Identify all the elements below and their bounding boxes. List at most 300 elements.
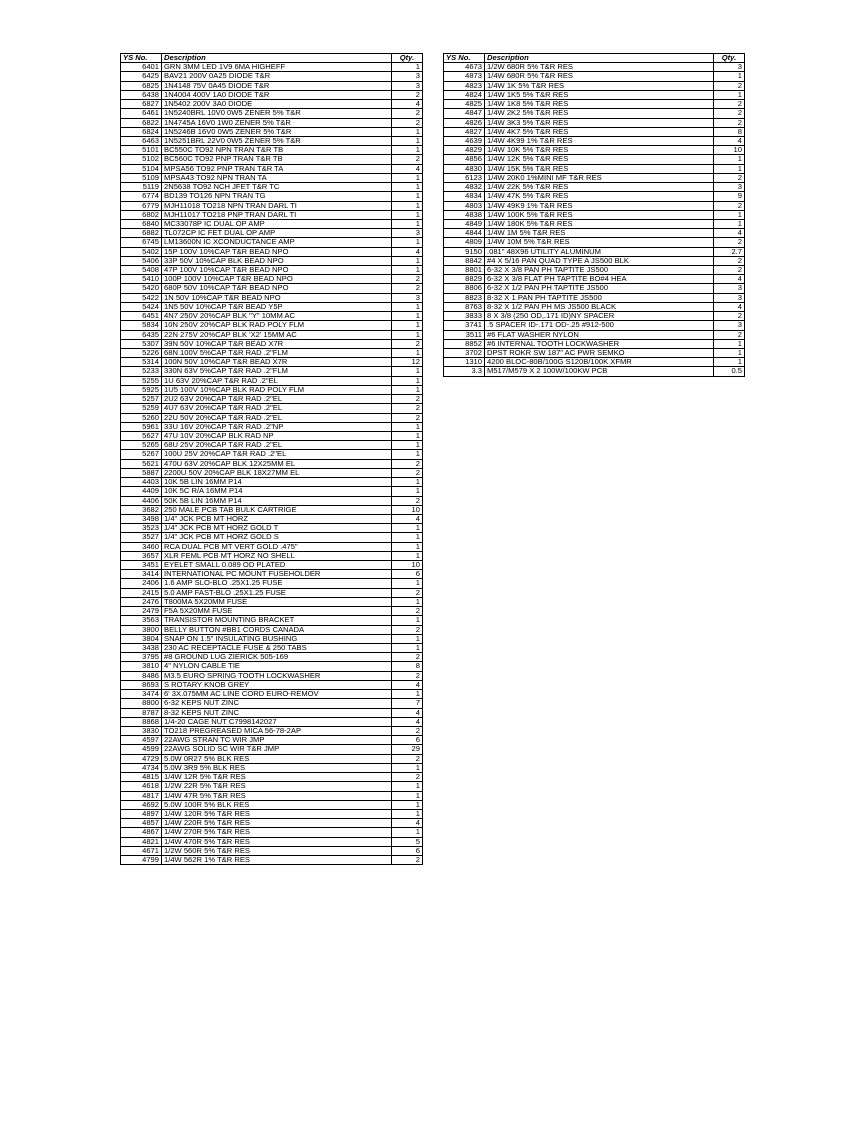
ys-no-cell: 3474 <box>121 690 162 699</box>
description-cell: 8-32 X 1 PAN PH TAPTITE JS500 <box>485 293 714 302</box>
qty-cell: 2 <box>392 588 423 597</box>
description-cell: 6-32 X 3/8 PAN PH TAPTITE JS500 <box>485 266 714 275</box>
description-cell: 1/2W 560R 5% T&R RES <box>162 846 392 855</box>
table-row <box>121 238 423 247</box>
qty-cell: 4 <box>714 136 745 145</box>
table-row <box>444 358 745 367</box>
ys-no-cell: 8823 <box>444 293 485 302</box>
ys-no-cell: 6123 <box>444 173 485 182</box>
qty-cell: 2 <box>714 100 745 109</box>
ys-no-cell: 5102 <box>121 155 162 164</box>
description-cell: 10N 250V 20%CAP BLK RAD POLY FLM <box>162 321 392 330</box>
description-cell: 1/4W 10K 5% T&R RES <box>485 146 714 155</box>
ys-no-cell: 3.3 <box>444 367 485 376</box>
ys-no-cell: 4692 <box>121 800 162 809</box>
table-row <box>121 81 423 90</box>
table-row <box>121 146 423 155</box>
ys-no-cell: 4824 <box>444 90 485 99</box>
description-cell: 1N4148 75V 0A45 DIODE T&R <box>162 81 392 90</box>
table-row <box>121 505 423 514</box>
description-cell: 47U 10V 20%CAP BLK RAD NP <box>162 431 392 440</box>
qty-cell: 1 <box>714 155 745 164</box>
ys-no-cell: 5925 <box>121 385 162 394</box>
table-row <box>444 109 745 118</box>
table-row <box>121 293 423 302</box>
qty-cell: 2 <box>392 413 423 422</box>
description-cell: 6-32 X 3/8 FLAT PH TAPTITE BO#4 HEA <box>485 275 714 284</box>
ys-no-cell: 2476 <box>121 597 162 606</box>
qty-cell: 12 <box>392 358 423 367</box>
qty-cell: 4 <box>392 708 423 717</box>
table-row <box>121 468 423 477</box>
description-cell: 1/4W 680R 5% T&R RES <box>485 72 714 81</box>
description-cell: 2U2 63V 20%CAP T&R RAD .2"EL <box>162 395 392 404</box>
description-cell: #8 GROUND LUG ZIERICK 505-169 <box>162 653 392 662</box>
qty-cell: 2 <box>392 754 423 763</box>
qty-cell: 1 <box>392 376 423 385</box>
ys-no-cell: 6779 <box>121 201 162 210</box>
description-cell: 6' 3X.075MM AC LINE CORD EURO-REMOV <box>162 690 392 699</box>
description-cell: EYELET SMALL 0.089 OD PLATED <box>162 561 392 570</box>
table-row <box>121 726 423 735</box>
ys-no-cell: 6425 <box>121 72 162 81</box>
description-cell: BELLY BUTTON #BB1 CORDS CANADA <box>162 625 392 634</box>
ys-no-cell: 4849 <box>444 219 485 228</box>
ys-no-cell: 3795 <box>121 653 162 662</box>
qty-cell: 1 <box>392 551 423 560</box>
qty-cell: 1 <box>392 127 423 136</box>
qty-cell: 1 <box>392 431 423 440</box>
qty-cell: 3 <box>714 183 745 192</box>
table-row <box>121 219 423 228</box>
table-row <box>121 404 423 413</box>
qty-cell: 1 <box>392 266 423 275</box>
qty-cell: 1 <box>392 450 423 459</box>
qty-cell: 10 <box>392 505 423 514</box>
ys-no-cell: 5406 <box>121 256 162 265</box>
description-cell: LM13600N IC XCONDUCTANCE AMP <box>162 238 392 247</box>
ys-no-cell: 6438 <box>121 90 162 99</box>
description-cell: 470U 63V 20%CAP BLK 12X25MM EL <box>162 459 392 468</box>
ys-no-cell: 3563 <box>121 616 162 625</box>
table-row <box>444 146 745 155</box>
description-cell: 22N 275V 20%CAP BLK 'X2' 15MM AC <box>162 330 392 339</box>
ys-no-cell: 8787 <box>121 708 162 717</box>
table-row <box>444 127 745 136</box>
ys-no-cell: 4673 <box>444 63 485 72</box>
description-cell: BC550C TO92 NPN TRAN T&R TB <box>162 146 392 155</box>
description-cell: 6-32 X 1/2 PAN PH TAPTITE JS500 <box>485 284 714 293</box>
ys-no-cell: 5260 <box>121 413 162 422</box>
qty-cell: 2 <box>714 312 745 321</box>
qty-cell: 1 <box>392 616 423 625</box>
ys-no-cell: 4734 <box>121 763 162 772</box>
table-row <box>121 100 423 109</box>
description-cell: 1N5246B 16V0 0W5 ZENER 5% T&R <box>162 127 392 136</box>
description-cell: 50K 5B LIN 16MM P14 <box>162 496 392 505</box>
qty-cell: 2 <box>392 773 423 782</box>
ys-no-cell: 4844 <box>444 229 485 238</box>
table-row <box>121 275 423 284</box>
description-cell: MPSA43 TO92 NPN TRAN TA <box>162 173 392 182</box>
description-cell: 1/4W 20K0 1%MINI MF T&R RES <box>485 173 714 182</box>
parts-list-body <box>444 63 745 376</box>
table-row <box>121 579 423 588</box>
qty-cell: 1 <box>392 782 423 791</box>
description-cell: 10K 5C R/A 16MM P14 <box>162 487 392 496</box>
description-cell: RCA DUAL PCB MT VERT GOLD .475" <box>162 542 392 551</box>
table-row <box>121 644 423 653</box>
qty-header: Qty. <box>392 54 423 63</box>
qty-cell: 2.7 <box>714 247 745 256</box>
ys-no-cell: 4856 <box>444 155 485 164</box>
description-header: Description <box>485 54 714 63</box>
qty-cell: 7 <box>392 699 423 708</box>
table-row <box>121 136 423 145</box>
table-row <box>121 247 423 256</box>
qty-cell: 1 <box>392 385 423 394</box>
ys-no-cell: 2415 <box>121 588 162 597</box>
description-cell: 1/4W 100K 5% T&R RES <box>485 210 714 219</box>
description-cell: .5 SPACER ID-.171 OD-.25 #912-500 <box>485 321 714 330</box>
table-row <box>121 349 423 358</box>
ys-no-cell: 5101 <box>121 146 162 155</box>
table-row <box>121 625 423 634</box>
description-cell: 1/4W 22K 5% T&R RES <box>485 183 714 192</box>
ys-no-cell: 3438 <box>121 644 162 653</box>
description-cell: 1/2W 680R 5% T&R RES <box>485 63 714 72</box>
qty-cell: 2 <box>392 404 423 413</box>
ys-no-cell: 5627 <box>121 431 162 440</box>
table-row <box>444 238 745 247</box>
ys-no-header: YS No. <box>444 54 485 63</box>
ys-no-cell: 3511 <box>444 330 485 339</box>
table-row <box>121 192 423 201</box>
table-row <box>121 109 423 118</box>
description-cell: T800MA 5X20MM FUSE <box>162 597 392 606</box>
qty-cell: 2 <box>392 339 423 348</box>
qty-cell: 1 <box>392 256 423 265</box>
table-row <box>444 229 745 238</box>
ys-no-cell: 3804 <box>121 634 162 643</box>
ys-no-cell: 5408 <box>121 266 162 275</box>
qty-cell: 3 <box>392 293 423 302</box>
table-row <box>121 597 423 606</box>
table-row <box>121 339 423 348</box>
ys-no-cell: 6451 <box>121 312 162 321</box>
table-row <box>121 745 423 754</box>
qty-cell: 1 <box>392 367 423 376</box>
ys-no-cell: 6882 <box>121 229 162 238</box>
qty-cell: 5 <box>392 837 423 846</box>
table-row <box>444 90 745 99</box>
ys-no-cell: 3460 <box>121 542 162 551</box>
table-row <box>444 63 745 72</box>
table-row <box>444 136 745 145</box>
description-cell: 47P 100V 10%CAP T&R BEAD NPO <box>162 266 392 275</box>
table-row <box>444 192 745 201</box>
ys-no-cell: 8693 <box>121 680 162 689</box>
table-row <box>121 450 423 459</box>
description-cell: M517/M579 X 2 100W/100KW PCB <box>485 367 714 376</box>
ys-no-cell: 5961 <box>121 422 162 431</box>
description-cell: GRN 3MM LED 1V9 6MA HIGHEFF <box>162 63 392 72</box>
table-row <box>121 828 423 837</box>
ys-no-cell: 2479 <box>121 607 162 616</box>
description-cell: 33U 16V 20%CAP T&R RAD .2"NP <box>162 422 392 431</box>
description-cell: 68N 100V 5%CAP T&R RAD .2"FLM <box>162 349 392 358</box>
description-cell: 22U 50V 20%CAP T&R RAD .2"EL <box>162 413 392 422</box>
description-cell: 1/4W 4K7 5% T&R RES <box>485 127 714 136</box>
table-row <box>121 330 423 339</box>
description-cell: 1/4W 1K5 5% T&R RES <box>485 90 714 99</box>
ys-no-cell: 8829 <box>444 275 485 284</box>
description-cell: 22AWG SOLID SC WIR T&R JMP <box>162 745 392 754</box>
table-row <box>444 330 745 339</box>
qty-cell: 1 <box>392 542 423 551</box>
table-row <box>121 754 423 763</box>
table-row <box>121 164 423 173</box>
table-row <box>121 763 423 772</box>
description-cell: 5.0W 0R27 5% BLK RES <box>162 754 392 763</box>
ys-no-cell: 6825 <box>121 81 162 90</box>
table-row <box>121 284 423 293</box>
description-cell: 1N4004 400V 1A0 DIODE T&R <box>162 90 392 99</box>
qty-cell: 4 <box>392 680 423 689</box>
table-row <box>121 183 423 192</box>
description-cell: 1N5240BRL 10V0 0W5 ZENER 5% T&R <box>162 109 392 118</box>
ys-no-cell: 4821 <box>121 837 162 846</box>
ys-no-cell: 5265 <box>121 441 162 450</box>
ys-no-cell: 4803 <box>444 201 485 210</box>
ys-no-cell: 4867 <box>121 828 162 837</box>
qty-cell: 6 <box>392 570 423 579</box>
description-cell: 1/4W 120R 5% T&R RES <box>162 809 392 818</box>
ys-no-cell: 4857 <box>121 819 162 828</box>
qty-cell: 1 <box>392 63 423 72</box>
qty-cell: 2 <box>714 109 745 118</box>
table-row <box>444 164 745 173</box>
ys-no-cell: 6774 <box>121 192 162 201</box>
ys-no-cell: 5307 <box>121 339 162 348</box>
qty-cell: 1 <box>392 201 423 210</box>
qty-cell: 1 <box>392 219 423 228</box>
ys-no-cell: 8806 <box>444 284 485 293</box>
ys-no-cell: 2406 <box>121 579 162 588</box>
ys-no-cell: 3810 <box>121 662 162 671</box>
description-cell: 22AWG STRAN TC WIR JMP <box>162 736 392 745</box>
ys-no-cell: 3682 <box>121 505 162 514</box>
table-row <box>121 358 423 367</box>
qty-cell: 2 <box>714 173 745 182</box>
table-row <box>121 441 423 450</box>
qty-cell: 1 <box>392 478 423 487</box>
table-row <box>121 791 423 800</box>
table-row <box>121 708 423 717</box>
table-row <box>444 275 745 284</box>
table-row <box>444 72 745 81</box>
ys-no-cell: 3702 <box>444 349 485 358</box>
table-row <box>121 63 423 72</box>
ys-no-cell: 3657 <box>121 551 162 560</box>
qty-cell: 3 <box>714 293 745 302</box>
description-cell: 1N5251BRL 22V0 0W5 ZENER 5% T&R <box>162 136 392 145</box>
description-cell: F5A 5X20MM FUSE <box>162 607 392 616</box>
qty-cell: 1 <box>392 579 423 588</box>
ys-no-cell: 4826 <box>444 118 485 127</box>
ys-no-cell: 3523 <box>121 524 162 533</box>
qty-cell: 3 <box>392 72 423 81</box>
qty-cell: 1 <box>714 90 745 99</box>
ys-no-cell: 4403 <box>121 478 162 487</box>
qty-cell: 1 <box>392 828 423 837</box>
qty-cell: 2 <box>714 330 745 339</box>
qty-cell: 2 <box>392 284 423 293</box>
qty-cell: 4 <box>392 717 423 726</box>
description-cell: 1/4W 3K3 5% T&R RES <box>485 118 714 127</box>
qty-cell: 1 <box>392 330 423 339</box>
table-header-row <box>121 54 423 63</box>
description-cell: 8-32 KEPS NUT ZINC <box>162 708 392 717</box>
qty-cell: 8 <box>714 127 745 136</box>
description-cell: 10K 5B LIN 16MM P14 <box>162 478 392 487</box>
table-row <box>121 616 423 625</box>
ys-no-cell: 4597 <box>121 736 162 745</box>
qty-cell: 4 <box>714 229 745 238</box>
description-cell: BD139 TO126 NPN TRAN TG <box>162 192 392 201</box>
table-row <box>121 459 423 468</box>
ys-no-cell: 8868 <box>121 717 162 726</box>
table-row <box>121 155 423 164</box>
ys-no-cell: 5621 <box>121 459 162 468</box>
table-row <box>444 219 745 228</box>
description-cell: 5.0W 100R 5% BLK RES <box>162 800 392 809</box>
table-row <box>121 662 423 671</box>
ys-no-cell: 3800 <box>121 625 162 634</box>
description-cell: 1/4W 2K2 5% T&R RES <box>485 109 714 118</box>
table-row <box>121 72 423 81</box>
qty-cell: 2 <box>392 653 423 662</box>
ys-no-cell: 6827 <box>121 100 162 109</box>
table-row <box>121 266 423 275</box>
description-cell: 330N 63V 5%CAP T&R RAD .2"FLM <box>162 367 392 376</box>
ys-no-cell: 4823 <box>444 81 485 90</box>
ys-no-cell: 5834 <box>121 321 162 330</box>
qty-cell: 1 <box>392 487 423 496</box>
description-cell: 680P 50V 10%CAP T&R BEAD NPO <box>162 284 392 293</box>
table-row <box>121 127 423 136</box>
qty-cell: 1 <box>714 72 745 81</box>
ys-no-cell: 5420 <box>121 284 162 293</box>
description-cell: 1/4W 10M 5% T&R RES <box>485 238 714 247</box>
qty-cell: 3 <box>714 63 745 72</box>
description-cell: DPST ROKR SW 187" AC PWR SEMKO <box>485 349 714 358</box>
description-cell: #6 INTERNAL TOOTH LOCKWASHER <box>485 339 714 348</box>
qty-cell: 1 <box>392 634 423 643</box>
ys-no-cell: 6802 <box>121 210 162 219</box>
qty-cell: 1 <box>392 422 423 431</box>
ys-no-cell: 5314 <box>121 358 162 367</box>
qty-cell: 1 <box>714 349 745 358</box>
description-cell: 4N7 250V 20%CAP BLK "Y" 10MM AC <box>162 312 392 321</box>
ys-no-cell: 5104 <box>121 164 162 173</box>
qty-cell: 2 <box>714 201 745 210</box>
ys-no-cell: 5887 <box>121 468 162 477</box>
ys-no-cell: 3527 <box>121 533 162 542</box>
table-row <box>121 837 423 846</box>
ys-no-cell: 5255 <box>121 376 162 385</box>
parts-list-left <box>120 53 423 865</box>
description-cell: 1N4745A 16V0 1W0 ZENER 5% T&R <box>162 118 392 127</box>
ys-no-cell: 3830 <box>121 726 162 735</box>
table-row <box>121 782 423 791</box>
ys-no-cell: 4639 <box>444 136 485 145</box>
table-row <box>121 588 423 597</box>
table-row <box>121 312 423 321</box>
qty-cell: 1 <box>392 173 423 182</box>
description-cell: 1/4" JCK PCB MT HORZ GOLD S <box>162 533 392 542</box>
ys-no-cell: 3741 <box>444 321 485 330</box>
description-cell: 2200U 50V 20%CAP BLK 18X27MM EL <box>162 468 392 477</box>
ys-no-cell: 6822 <box>121 118 162 127</box>
table-row <box>444 201 745 210</box>
ys-no-cell: 4817 <box>121 791 162 800</box>
qty-cell: 4 <box>392 100 423 109</box>
qty-cell: 1 <box>392 690 423 699</box>
qty-cell: 1 <box>392 136 423 145</box>
table-row <box>444 284 745 293</box>
table-row <box>444 293 745 302</box>
qty-cell: 4 <box>392 514 423 523</box>
description-cell: 1/2W 22R 5% T&R RES <box>162 782 392 791</box>
qty-cell: 3 <box>392 229 423 238</box>
table-row <box>444 247 745 256</box>
ys-no-cell: 8801 <box>444 266 485 275</box>
qty-cell: 1 <box>392 597 423 606</box>
table-row <box>121 809 423 818</box>
qty-cell: 3 <box>714 284 745 293</box>
qty-cell: 1 <box>392 192 423 201</box>
ys-no-cell: 4873 <box>444 72 485 81</box>
qty-cell: 29 <box>392 745 423 754</box>
qty-cell: 4 <box>714 275 745 284</box>
qty-cell: 4 <box>392 164 423 173</box>
qty-cell: 1 <box>392 312 423 321</box>
ys-no-cell: 4897 <box>121 809 162 818</box>
description-cell: TL072CP IC FET DUAL OP AMP <box>162 229 392 238</box>
qty-cell: 2 <box>392 726 423 735</box>
description-cell: #6 FLAT WASHER NYLON <box>485 330 714 339</box>
ys-no-cell: 5267 <box>121 450 162 459</box>
table-row <box>444 256 745 265</box>
description-cell: 33P 50V 10%CAP BLK BEAD NPO <box>162 256 392 265</box>
description-cell: 1/4W 470R 5% T&R RES <box>162 837 392 846</box>
table-row <box>444 173 745 182</box>
qty-cell: 1 <box>392 763 423 772</box>
ys-no-cell: 4599 <box>121 745 162 754</box>
qty-cell: 2 <box>392 671 423 680</box>
table-row <box>121 856 423 865</box>
qty-cell: 2 <box>392 155 423 164</box>
qty-cell: 9 <box>714 192 745 201</box>
ys-no-cell: 8800 <box>121 699 162 708</box>
qty-cell: 2 <box>392 496 423 505</box>
table-row <box>121 395 423 404</box>
table-row <box>121 385 423 394</box>
table-row <box>121 680 423 689</box>
description-cell: M3.5 EURO SPRING TOOTH LOCKWASHER <box>162 671 392 680</box>
description-cell: 1/4W 270R 5% T&R RES <box>162 828 392 837</box>
